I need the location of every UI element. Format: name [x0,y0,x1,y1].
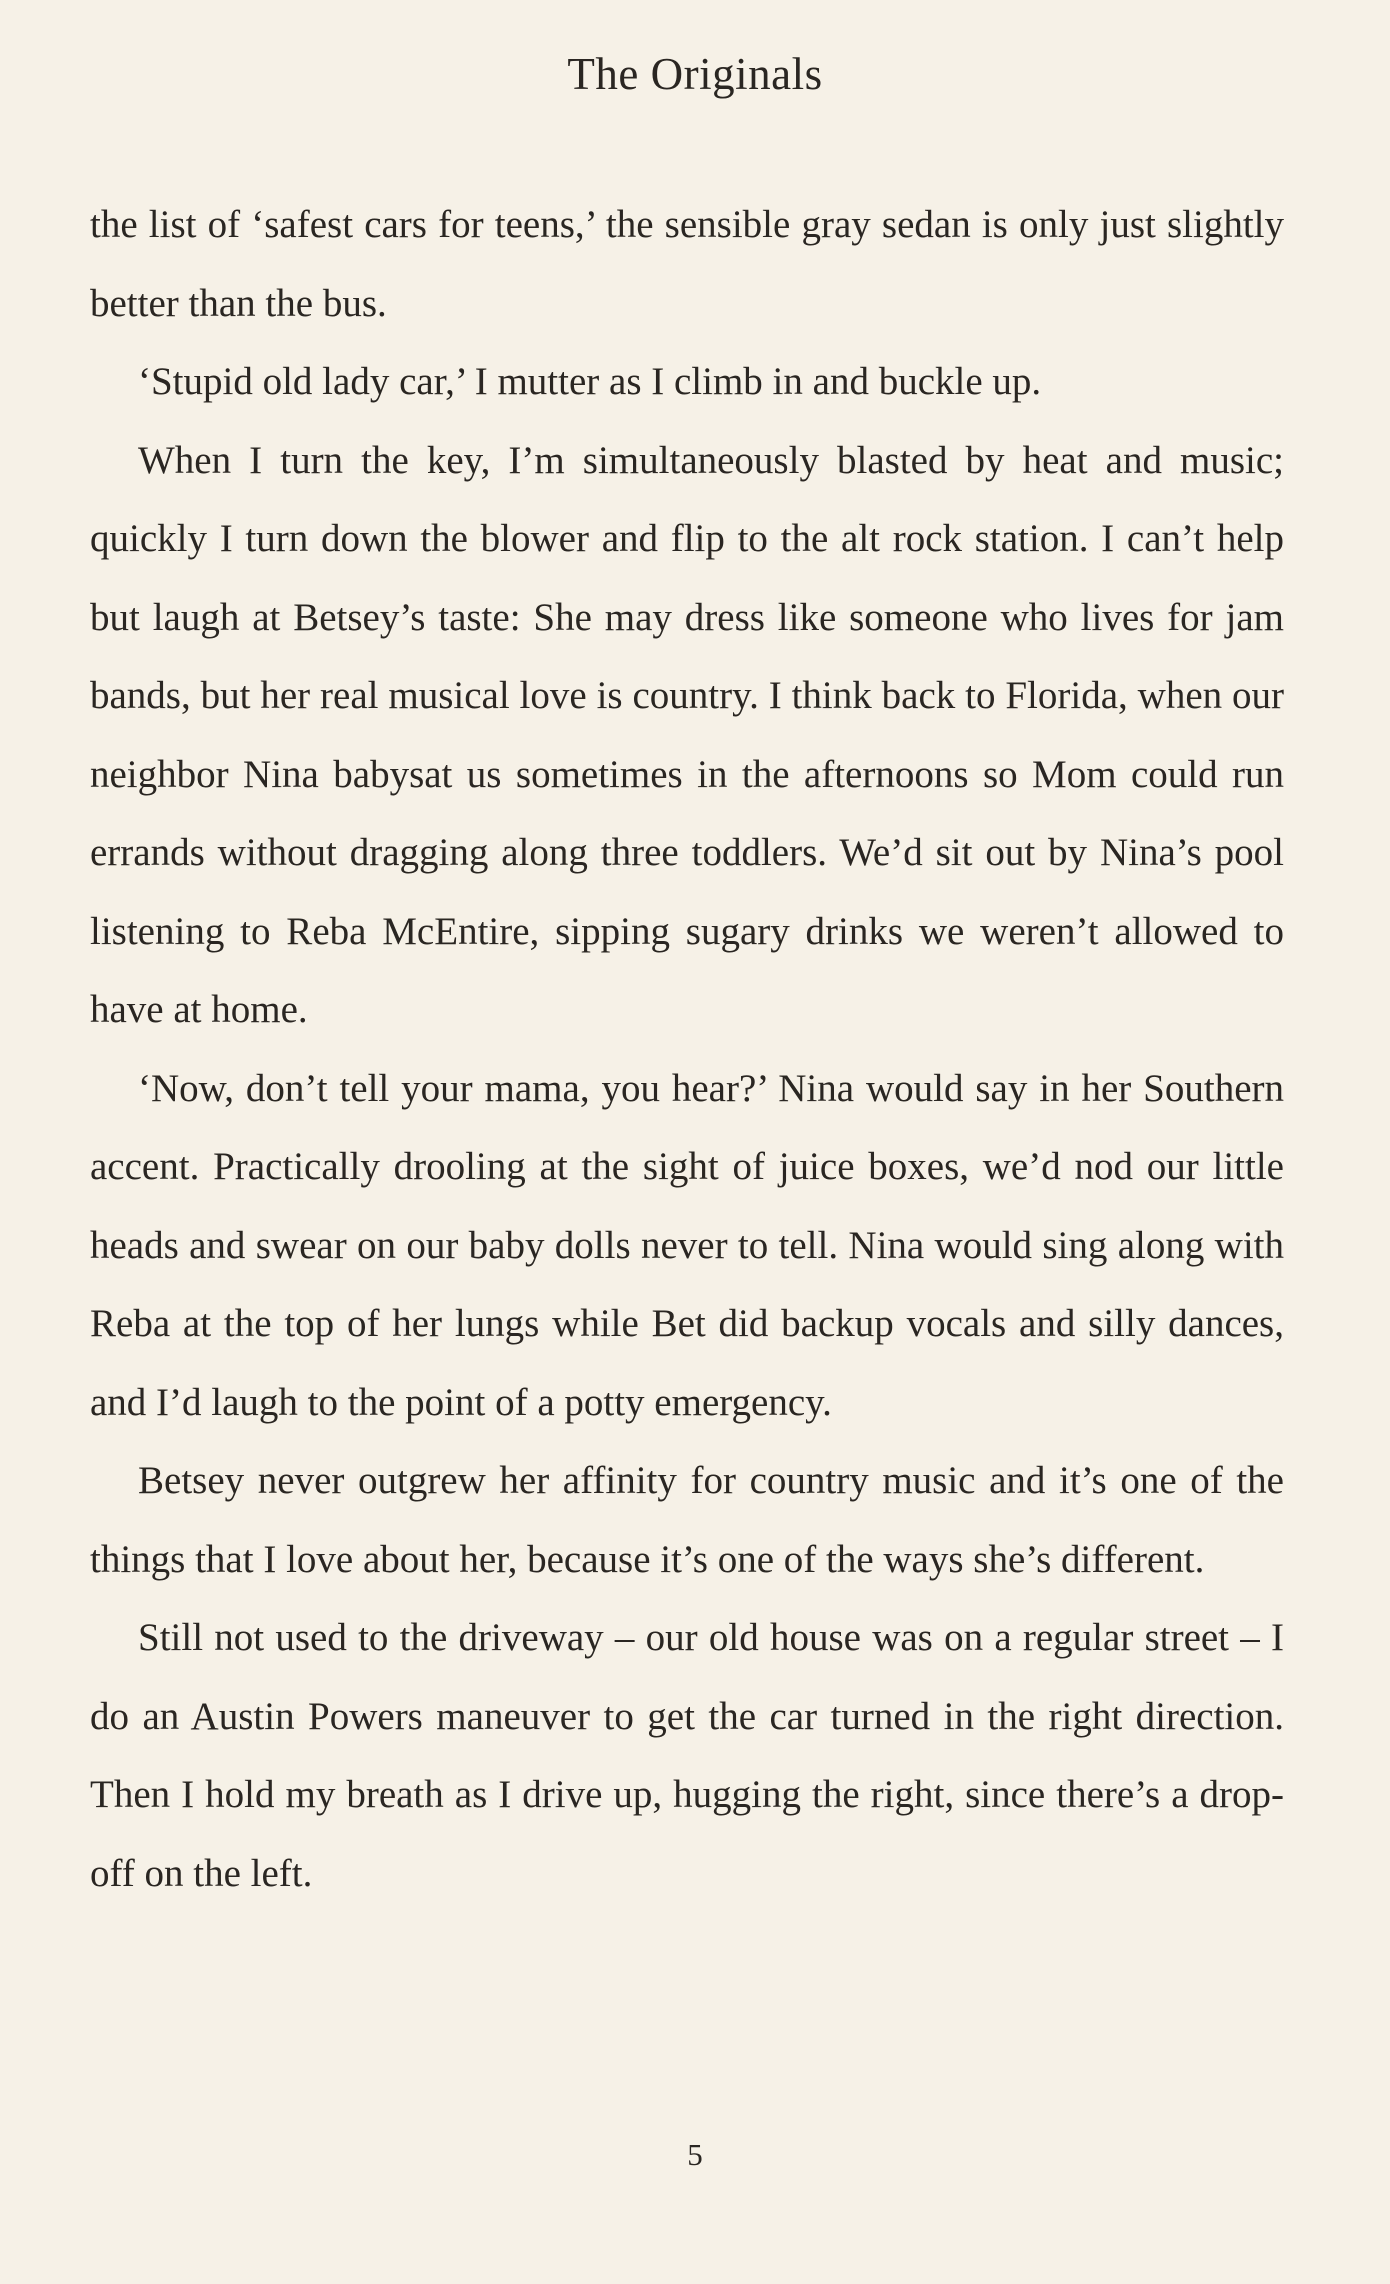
paragraph: ‘Now, don’t tell your mama, you hear?’ Nina would say in her Southern accent. Practically drooling at the sight of juice boxes, we’d nod our little heads and swear on our baby dolls never to tell. Nina would sing along with Reba at the top of her lungs while Bet did backup vocals and silly dances, and I’d laugh to the point of a potty emergency. [90,1066,1284,1424]
paragraph: Still not used to the driveway – our old house was on a regular street – I do an Austin Powers maneuver to get the car turned in the right direction. Then I hold my breath as I drive up, hugging the right, since there’s a drop-off on the left. [90,1616,1284,1895]
body-text [90,186,1284,1913]
paragraph: Betsey never outgrew her affinity for country music and it’s one of the things that I love about her, because it’s one of the ways she’s different. [90,1459,1284,1581]
running-header: The Originals [567,49,823,99]
paragraph: the list of ‘safest cars for teens,’ the sensible gray sedan is only just slightly better than the bus. [90,203,1284,325]
paragraph: When I turn the key, I’m simultaneously blasted by heat and music; quickly I turn down the blower and flip to the alt rock station. I can’t help but laugh at Betsey’s taste: She may dress like someone who lives for jam bands, but her real musical love is country. I think back to Florida, when our neighbor Nina babysat us sometimes in the afternoons so Mom could run errands without dragging along three toddlers. We’d sit out by Nina’s pool listening to Reba McEntire, sipping sugary drinks we weren’t allowed to have at home. [90,438,1284,1031]
page-number: 5 [687,2137,703,2172]
paragraph: ‘Stupid old lady car,’ I mutter as I climb in and buckle up. [138,360,1042,403]
